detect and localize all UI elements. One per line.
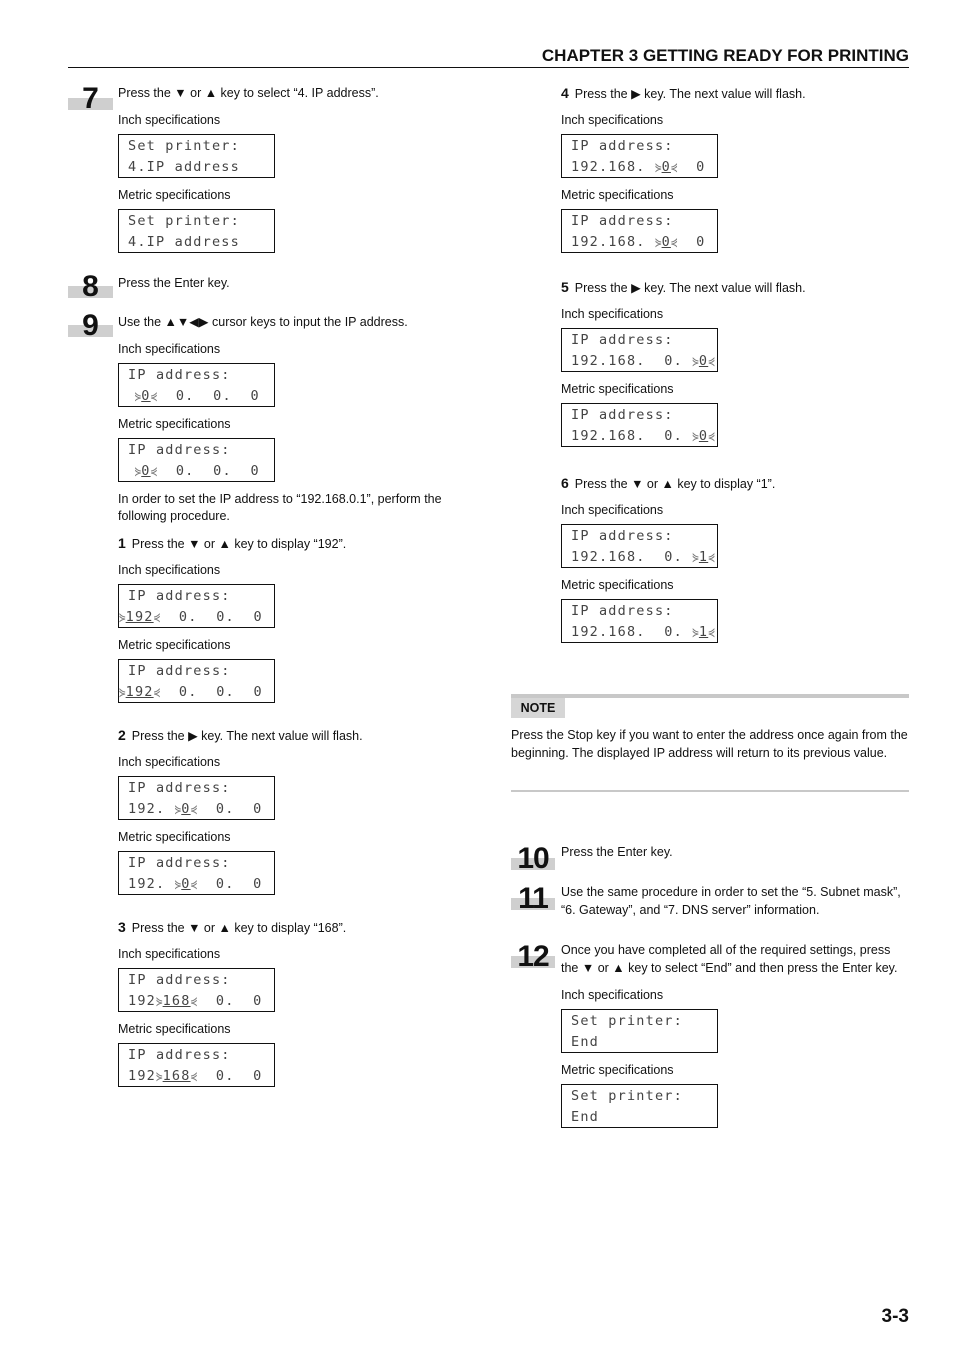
lcd-display — [561, 524, 718, 568]
step-number-12: 12 — [511, 942, 555, 972]
note-bottom-rule — [511, 790, 909, 792]
lcd-line1: IP address: — [128, 971, 231, 988]
lcd-line2 — [128, 801, 263, 817]
flash-right-icon: ⋞ — [708, 626, 715, 639]
substep-2-text — [118, 727, 468, 745]
lcd-display — [561, 328, 718, 372]
step-number-8: 8 — [68, 272, 113, 302]
lcd-rest: 0. 0 — [197, 875, 263, 892]
lcd-line2 — [128, 388, 260, 404]
lcd-line1: IP address: — [128, 779, 231, 796]
lcd-prefix: 192.168. — [571, 159, 655, 175]
metric-label: Metric specifications — [561, 188, 674, 202]
substep-1 — [118, 535, 468, 703]
lcd-line1: IP address: — [571, 407, 674, 423]
note-label: NOTE — [511, 698, 565, 718]
inch-label: Inch specifications — [561, 307, 664, 321]
lcd-flash-value: 0 — [141, 387, 151, 404]
lcd-flash-value: 0 — [661, 234, 671, 250]
header-rule — [68, 67, 909, 68]
metric-label: Metric specifications — [118, 829, 231, 844]
substep-4-text — [561, 85, 909, 103]
substep-5 — [561, 279, 909, 447]
flash-right-icon: ⋞ — [153, 610, 161, 624]
lcd-line2 — [571, 428, 715, 444]
flash-left-icon: ⋟ — [654, 161, 662, 174]
lcd-flash-value: 0 — [181, 800, 191, 817]
lcd-line2: End — [571, 1109, 599, 1125]
lcd-line1: Set printer: — [571, 1088, 683, 1104]
substep-number: 4 — [561, 85, 569, 101]
inch-label: Inch specifications — [118, 946, 221, 961]
lcd-display — [118, 438, 275, 482]
flash-right-icon: ⋞ — [190, 877, 198, 891]
flash-left-icon: ⋟ — [174, 802, 182, 816]
substep-instruction: Press the ▶ key. The next value will flash. — [574, 87, 806, 101]
lcd-line1: IP address: — [128, 662, 231, 679]
lcd-line2 — [128, 876, 263, 892]
lcd-display — [118, 851, 275, 895]
lcd-rest: 0. 0. 0 — [160, 683, 263, 700]
inch-label: Inch specifications — [118, 754, 221, 769]
lcd-prefix: 192.168. 0. — [571, 549, 693, 565]
lcd-prefix: 192 — [128, 1067, 156, 1084]
step-7-text: Press the ▼ or ▲ key to select “4. IP address”. — [118, 86, 379, 100]
lcd-prefix: 192.168. 0. — [571, 428, 693, 444]
lcd-flash-value: 192 — [125, 608, 154, 625]
lcd-rest: 0 — [677, 234, 706, 250]
flash-right-icon: ⋞ — [708, 551, 715, 564]
lcd-line1: IP address: — [128, 441, 231, 458]
lcd-prefix: 192 — [128, 992, 156, 1009]
inch-label: Inch specifications — [561, 503, 664, 517]
flash-right-icon: ⋞ — [153, 685, 161, 699]
substep-6-text — [561, 475, 909, 493]
substep-4 — [561, 80, 909, 253]
metric-label: Metric specifications — [118, 637, 231, 652]
step-7 — [68, 80, 468, 253]
lcd-flash-value: 0 — [698, 353, 709, 369]
inch-label: Inch specifications — [118, 562, 221, 577]
substep-instruction: Press the ▼ or ▲ key to display “1”. — [574, 477, 776, 491]
lcd-line2 — [128, 993, 263, 1009]
flash-left-icon: ⋟ — [692, 551, 699, 564]
lcd-flash-value: 192 — [125, 683, 154, 700]
inch-label: Inch specifications — [561, 113, 664, 127]
lcd-line2 — [128, 1068, 263, 1084]
lcd-line2 — [571, 159, 706, 175]
flash-right-icon: ⋞ — [150, 464, 158, 478]
step-number-10: 10 — [511, 844, 555, 874]
step-12 — [511, 940, 909, 1128]
substep-6 — [561, 475, 909, 643]
lcd-display — [118, 134, 275, 178]
step-10 — [511, 842, 909, 875]
step-9 — [68, 309, 468, 1087]
lcd-line2 — [119, 609, 263, 625]
flash-left-icon: ⋟ — [128, 389, 142, 403]
lcd-flash-value: 1 — [698, 549, 709, 565]
flash-left-icon: ⋟ — [174, 877, 182, 891]
metric-label: Metric specifications — [118, 416, 231, 431]
lcd-line1: IP address: — [571, 603, 674, 619]
lcd-display — [561, 134, 718, 178]
lcd-flash-value: 0 — [661, 159, 671, 175]
lcd-line1: Set printer: — [128, 137, 240, 154]
lcd-line1: IP address: — [571, 332, 674, 348]
flash-right-icon: ⋞ — [190, 802, 198, 816]
substep-number: 6 — [561, 475, 569, 491]
lcd-line1: IP address: — [571, 528, 674, 544]
lcd-line1: IP address: — [128, 1046, 231, 1063]
flash-right-icon: ⋞ — [190, 1069, 198, 1083]
step-9-text: Use the ▲▼◀▶ cursor keys to input the IP address. — [118, 315, 408, 329]
lcd-flash-value: 0 — [181, 875, 191, 892]
inch-label: Inch specifications — [118, 112, 221, 127]
lcd-prefix: 192. — [128, 875, 175, 892]
lcd-prefix: 192.168. 0. — [571, 624, 693, 640]
flash-left-icon: ⋟ — [692, 626, 699, 639]
lcd-display — [118, 776, 275, 820]
note-top-rule — [511, 694, 909, 698]
lcd-line2 — [119, 684, 263, 700]
substep-instruction: Press the ▶ key. The next value will flash. — [131, 728, 363, 743]
lcd-line2: End — [571, 1034, 599, 1050]
procedure-text: In order to set the IP address to “192.168.0.1”, perform the following procedure. — [118, 491, 442, 523]
lcd-display — [118, 659, 275, 703]
lcd-line2: 4.IP address — [128, 158, 240, 175]
flash-left-icon: ⋟ — [692, 430, 699, 443]
lcd-line2 — [128, 463, 260, 479]
chapter-header: CHAPTER 3 GETTING READY FOR PRINTING — [541, 46, 909, 65]
lcd-display — [561, 1084, 718, 1128]
step-8 — [68, 269, 468, 303]
substep-2 — [118, 727, 468, 895]
page-number: 3-3 — [881, 1306, 909, 1327]
flash-left-icon: ⋟ — [155, 1069, 163, 1083]
lcd-flash-value: 1 — [698, 624, 709, 640]
lcd-line1: IP address: — [571, 138, 674, 154]
lcd-display — [118, 209, 275, 253]
lcd-flash-value: 0 — [698, 428, 709, 444]
lcd-display — [561, 1009, 718, 1053]
metric-label: Metric specifications — [561, 578, 674, 592]
lcd-rest: 0. 0 — [197, 1067, 263, 1084]
substep-1-text — [118, 535, 468, 553]
lcd-line1: IP address: — [571, 213, 674, 229]
substep-instruction: Press the ▼ or ▲ key to display “192”. — [131, 536, 347, 551]
step-11-text: Use the same procedure in order to set the “5. Subnet mask”, “6. Gateway”, and “7. DNS server” information. — [561, 885, 901, 917]
lcd-line2 — [571, 624, 715, 640]
flash-left-icon: ⋟ — [692, 355, 699, 368]
lcd-rest: 0 — [677, 159, 706, 175]
metric-label: Metric specifications — [118, 187, 231, 202]
lcd-display — [118, 584, 275, 628]
flash-right-icon: ⋞ — [190, 994, 198, 1008]
lcd-rest: 0. 0. 0 — [157, 462, 260, 479]
substep-number: 2 — [118, 726, 126, 743]
substep-number: 5 — [561, 279, 569, 295]
step-number-7: 7 — [68, 84, 113, 114]
flash-right-icon: ⋞ — [670, 161, 678, 174]
lcd-display — [118, 968, 275, 1012]
left-column — [68, 80, 468, 1087]
substep-3-text — [118, 919, 468, 937]
step-12-text: Once you have completed all of the required settings, press the ▼ or ▲ key to select “End” and then press the Enter key. — [561, 943, 898, 975]
lcd-flash-value: 168 — [162, 992, 191, 1009]
flash-left-icon: ⋟ — [155, 994, 163, 1008]
substep-instruction: Press the ▶ key. The next value will flash. — [574, 281, 806, 295]
lcd-display — [561, 209, 718, 253]
inch-label: Inch specifications — [118, 341, 221, 356]
note-text: Press the Stop key if you want to enter the address once again from the beginning. The displayed IP address will return to its previous value. — [511, 728, 908, 760]
lcd-display — [561, 599, 718, 643]
step-11 — [511, 882, 909, 919]
lcd-prefix: 192.168. 0. — [571, 353, 693, 369]
lcd-display — [118, 1043, 275, 1087]
substep-3 — [118, 919, 468, 1087]
lcd-line2: 4.IP address — [128, 233, 240, 250]
substep-instruction: Press the ▼ or ▲ key to display “168”. — [131, 920, 347, 935]
lcd-display — [561, 403, 718, 447]
lcd-rest: 0. 0. 0 — [160, 608, 263, 625]
flash-right-icon: ⋞ — [708, 430, 715, 443]
substep-5-text — [561, 279, 909, 297]
inch-label: Inch specifications — [561, 988, 664, 1002]
step-number-9: 9 — [68, 311, 113, 341]
lcd-rest: 0. 0 — [197, 992, 263, 1009]
lcd-flash-value: 168 — [162, 1067, 191, 1084]
lcd-line1: IP address: — [128, 587, 231, 604]
lcd-rest: 0. 0 — [197, 800, 263, 817]
step-number-11: 11 — [511, 884, 555, 914]
substep-number: 3 — [118, 918, 126, 935]
flash-left-icon: ⋟ — [128, 464, 142, 478]
lcd-line2 — [571, 234, 706, 250]
lcd-prefix: 192.168. — [571, 234, 655, 250]
step-10-text: Press the Enter key. — [561, 845, 673, 859]
lcd-display — [118, 363, 275, 407]
lcd-line1: Set printer: — [128, 212, 240, 229]
lcd-line1: Set printer: — [571, 1013, 683, 1029]
lcd-line1: IP address: — [128, 854, 231, 871]
flash-left-icon: ⋟ — [119, 610, 126, 624]
lcd-flash-value: 0 — [141, 462, 151, 479]
lcd-line1: IP address: — [128, 366, 231, 383]
lcd-prefix: 192. — [128, 800, 175, 817]
metric-label: Metric specifications — [561, 1063, 674, 1077]
lcd-line2 — [571, 549, 715, 565]
right-column — [511, 80, 909, 643]
substep-number: 1 — [118, 534, 126, 551]
flash-right-icon: ⋞ — [670, 236, 678, 249]
step-8-text: Press the Enter key. — [118, 275, 230, 290]
lcd-line2 — [571, 353, 715, 369]
metric-label: Metric specifications — [118, 1021, 231, 1036]
flash-left-icon: ⋟ — [119, 685, 126, 699]
flash-left-icon: ⋟ — [654, 236, 662, 249]
lcd-rest: 0. 0. 0 — [157, 387, 260, 404]
metric-label: Metric specifications — [561, 382, 674, 396]
flash-right-icon: ⋞ — [708, 355, 715, 368]
flash-right-icon: ⋞ — [150, 389, 158, 403]
